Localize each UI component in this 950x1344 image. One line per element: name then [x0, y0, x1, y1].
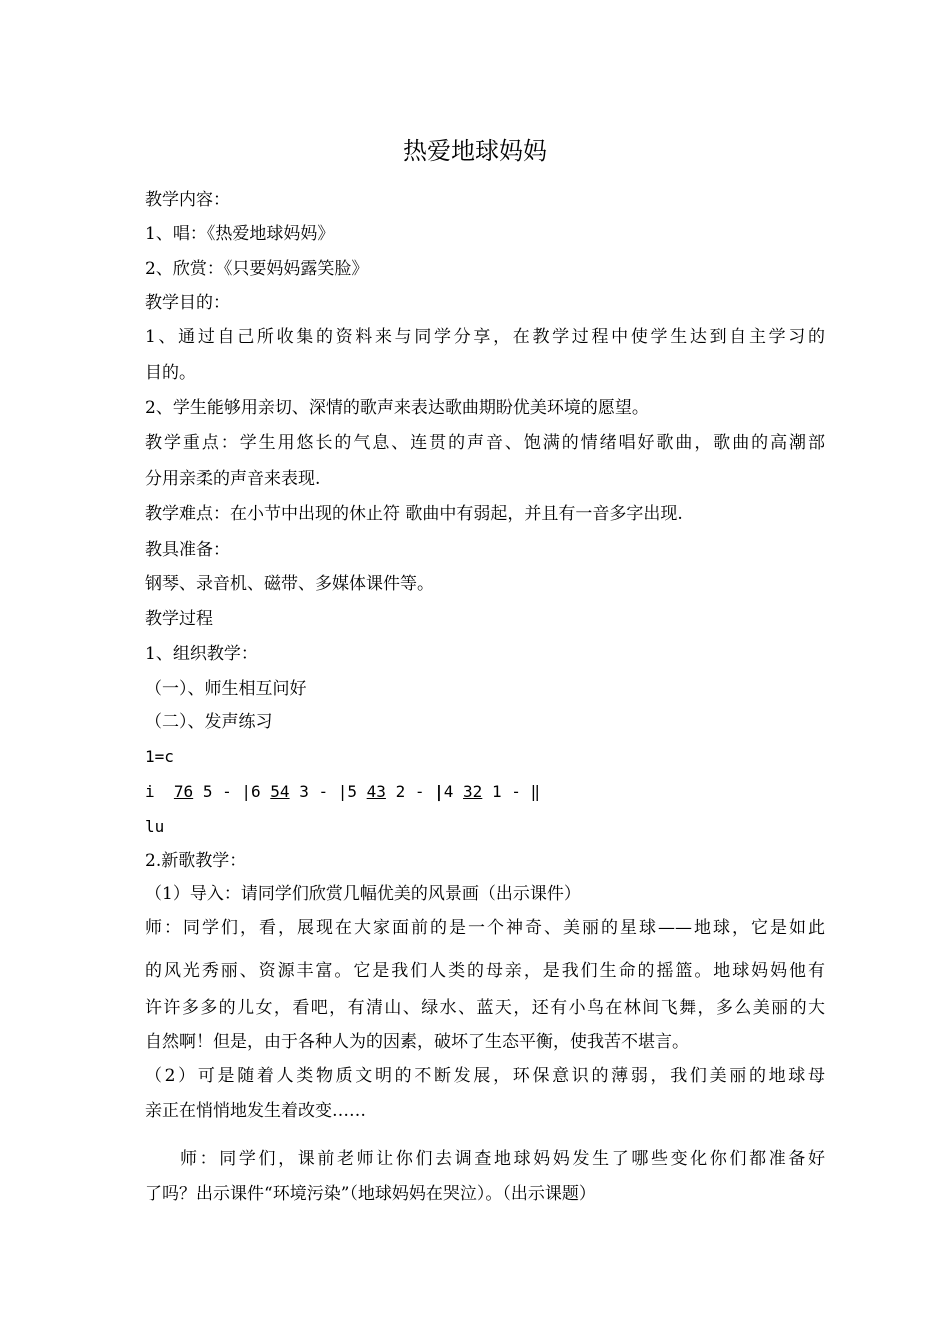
section-heading-objectives: 教学目的： — [145, 293, 230, 313]
note-group: 54 — [270, 782, 290, 801]
teacher-speech-line-4: 自然啊！但是，由于各种人为的因素，破坏了生态平衡，使我苦不堪言。 — [145, 1032, 689, 1052]
step-2-line-2: 亲正在悄悄地发生着改变…… — [145, 1101, 366, 1121]
document-title: 热爱地球妈妈 — [403, 137, 547, 165]
process-step-1: 1、组织教学： — [145, 644, 258, 664]
teacher-question-line-2: 了吗？出示课件“环境污染”（地球妈妈在哭泣）。（出示课题） — [145, 1184, 596, 1204]
teacher-speech-line-1: 师：同学们，看，展现在大家面前的是一个神奇、美丽的星球——地球，它是如此 — [145, 918, 825, 938]
note: 1 - — [491, 782, 521, 801]
process-step-2: 2.新歌教学： — [145, 851, 247, 871]
teacher-speech-line-2: 的风光秀丽、资源丰富。它是我们人类的母亲，是我们生命的摇篮。地球妈妈他有 — [145, 961, 825, 981]
bar-line: | — [337, 782, 348, 801]
note: i — [145, 782, 155, 801]
content-item-1: 1、唱：《热爱地球妈妈》 — [145, 224, 335, 244]
objective-1-line-1: 1、通过自己所收集的资料来与同学分享，在教学过程中使学生达到自主学习的 — [145, 327, 825, 347]
final-bar-line: ‖ — [530, 782, 541, 801]
note-group: 76 — [173, 782, 194, 801]
section-heading-process: 教学过程 — [145, 609, 213, 629]
difficulty: 教学难点：在小节中出现的休止符 歌曲中有弱起，并且有一音多字出现. — [145, 504, 683, 524]
key-signature: 1=c — [145, 747, 174, 766]
note: 2 - — [395, 782, 425, 801]
note-group: 32 — [463, 782, 483, 801]
teacher-question-line-1: 师：同学们，课前老师让你们去调查地球妈妈发生了哪些变化你们都准备好 — [180, 1149, 825, 1169]
process-substep-2: （二）、发声练习 — [145, 712, 273, 732]
step-2-line-1: （2）可是随着人类物质文明的不断发展，环保意识的薄弱，我们美丽的地球母 — [145, 1066, 825, 1086]
note-group: 43 — [366, 782, 386, 801]
note: 4 — [443, 782, 454, 801]
note: 3 - — [299, 782, 329, 801]
key-point-line-2: 分用亲柔的声音来表现. — [145, 469, 321, 489]
objective-1-line-2: 目的。 — [145, 363, 196, 383]
lyric-syllable: lu — [145, 817, 165, 836]
materials-list: 钢琴、录音机、磁带、多媒体课件等。 — [145, 574, 434, 594]
bar-line: | — [434, 782, 444, 801]
objective-2: 2、学生能够用亲切、深情的歌声来表达歌曲期盼优美环境的愿望。 — [145, 398, 649, 418]
bar-line: | — [241, 782, 251, 801]
section-heading-content: 教学内容： — [145, 190, 230, 210]
intro-step: （1）导入：请同学们欣赏几幅优美的风景画（出示课件） — [145, 884, 581, 904]
process-substep-1: （一）、师生相互问好 — [145, 679, 307, 699]
teacher-speech-line-3: 许许多多的儿女，看吧，有清山、绿水、蓝天，还有小鸟在林间飞舞，多么美丽的大 — [145, 998, 825, 1018]
section-heading-materials: 教具准备： — [145, 540, 230, 560]
note: 6 — [251, 782, 261, 801]
note: 5 - — [202, 782, 232, 801]
note: 5 — [347, 782, 358, 801]
content-item-2: 2、欣赏：《只要妈妈露笑脸》 — [145, 259, 369, 279]
vocal-exercise-notation — [145, 777, 825, 807]
key-point-line-1: 教学重点：学生用悠长的气息、连贯的声音、饱满的情绪唱好歌曲，歌曲的高潮部 — [145, 433, 825, 453]
